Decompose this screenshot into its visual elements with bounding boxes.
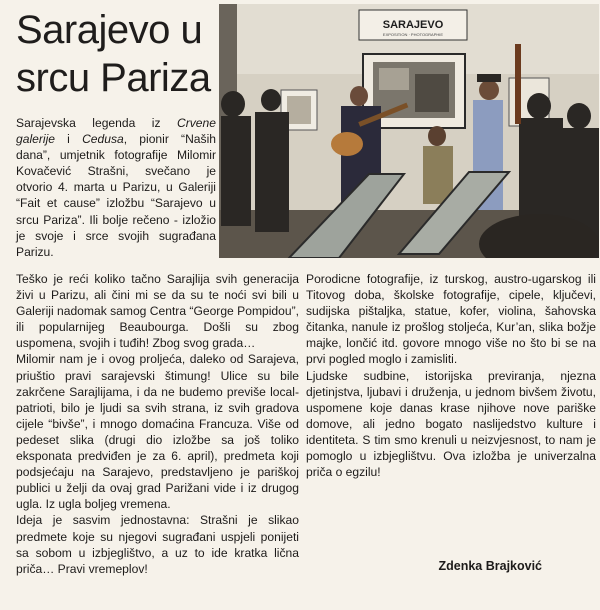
gallery-sign-subtitle: EXPOSITION · PHOTOGRAPHIE (382, 32, 444, 37)
exhibition-photo-illustration (219, 4, 599, 258)
headline-line-1: Sarajevo u (16, 8, 203, 52)
paragraph-2: Teško je reći koliko tačno Sarajlija svih generacija živi u Parizu, ali čini mi se da su te noći svi bili u Galeriji nadomak samog Centra “George Pompidou”, ili popularnijeg Beaubourga. Došli su zbog uspomena, svojih i tuđih! Zbog svog grada… (16, 272, 299, 351)
paragraph-3: Milomir nam je i ovog proljeća, daleko od Sarajeva, priuštio pravi sarajevski štimung! Ulice su bile zakrčene Sarajlijama, i da ne budemo previše local- patrioti, bilo je ljudi sa svih strana, iz svih gradova cijele “bivše”, i mnogo domaćina Francuza. Više od pedeset slika (drugi dio izložbe sa još toliko eksponata predviđen je za 6. april), predmeta koji podsjećaju na Sarajevo, predstavljeno je pariškoj publici u želji da ovaj grad Parižani vide i iz drugog ugla. Iz ugla boljeg vremena. (16, 352, 299, 512)
article-headline (16, 6, 214, 102)
paragraph-4: Ideja je sasvim jednostavna: Strašni je slikao predmete koje su njegovi sugrađani uspjeli ponijeti sa sobom u izbjeglištvo, a uz to ide kratka lična priča… Pravi vremeplov! (16, 513, 299, 576)
article-author: Zdenka Brajković (438, 559, 542, 573)
article-column-left (16, 271, 299, 577)
exhibition-photo (219, 4, 599, 258)
gallery-sign-text: SARAJEVO (382, 19, 444, 31)
intro-paragraph (16, 115, 216, 260)
paragraph-5: Porodicne fotografije, iz turskog, austro-ugarskog ili Titovog doba, školske fotografije, cipele, ključevi, sudijska pištaljka, statue, kofer, violina, šahovska čitanka, nanule iz prošlog stoljeća, Kur’an, slika božje majke, lončić itd. govore mnogo više no što bi se na prvi pogled moglo i zamisliti. (306, 272, 596, 367)
intro-text-1: Sarajevska legenda iz (16, 116, 177, 130)
headline-line-2: srcu Pariza (16, 56, 211, 100)
intro-italic-crvene-galerije: Crvene galerije (16, 116, 216, 147)
article-column-right (306, 271, 596, 480)
intro-text-5: , pionir “Naših dana”, umjetnik fotografije Milomir Kovačević Strašni, svečano je otvorio 4. marta u Parizu, u Galeriji “Fait et cause” izložbu “Sarajevo u srcu Pariza”. Ili bolje rečeno - izložio je svoje i srce svojih sugrađana Parizu. (16, 132, 216, 259)
paragraph-6: Ljudske sudbine, istorijska previranja, njezna djetinjstva, ljubavi i druženja, u jednom bivšem životu, uspomene koje danas krase njihove nove pariške domove, ali jedno bogato naslijedstvo kulture i identiteta. S tim smo krenuli u neizvjesnost, to nam je pomoglo u izbjeglištvu. Ova izložba je univerzalna priča o egzilu! (306, 368, 596, 480)
intro-text-3: i (55, 132, 83, 147)
article-column-intro (16, 115, 216, 260)
intro-italic-cedusa: Cedusa (82, 132, 124, 147)
